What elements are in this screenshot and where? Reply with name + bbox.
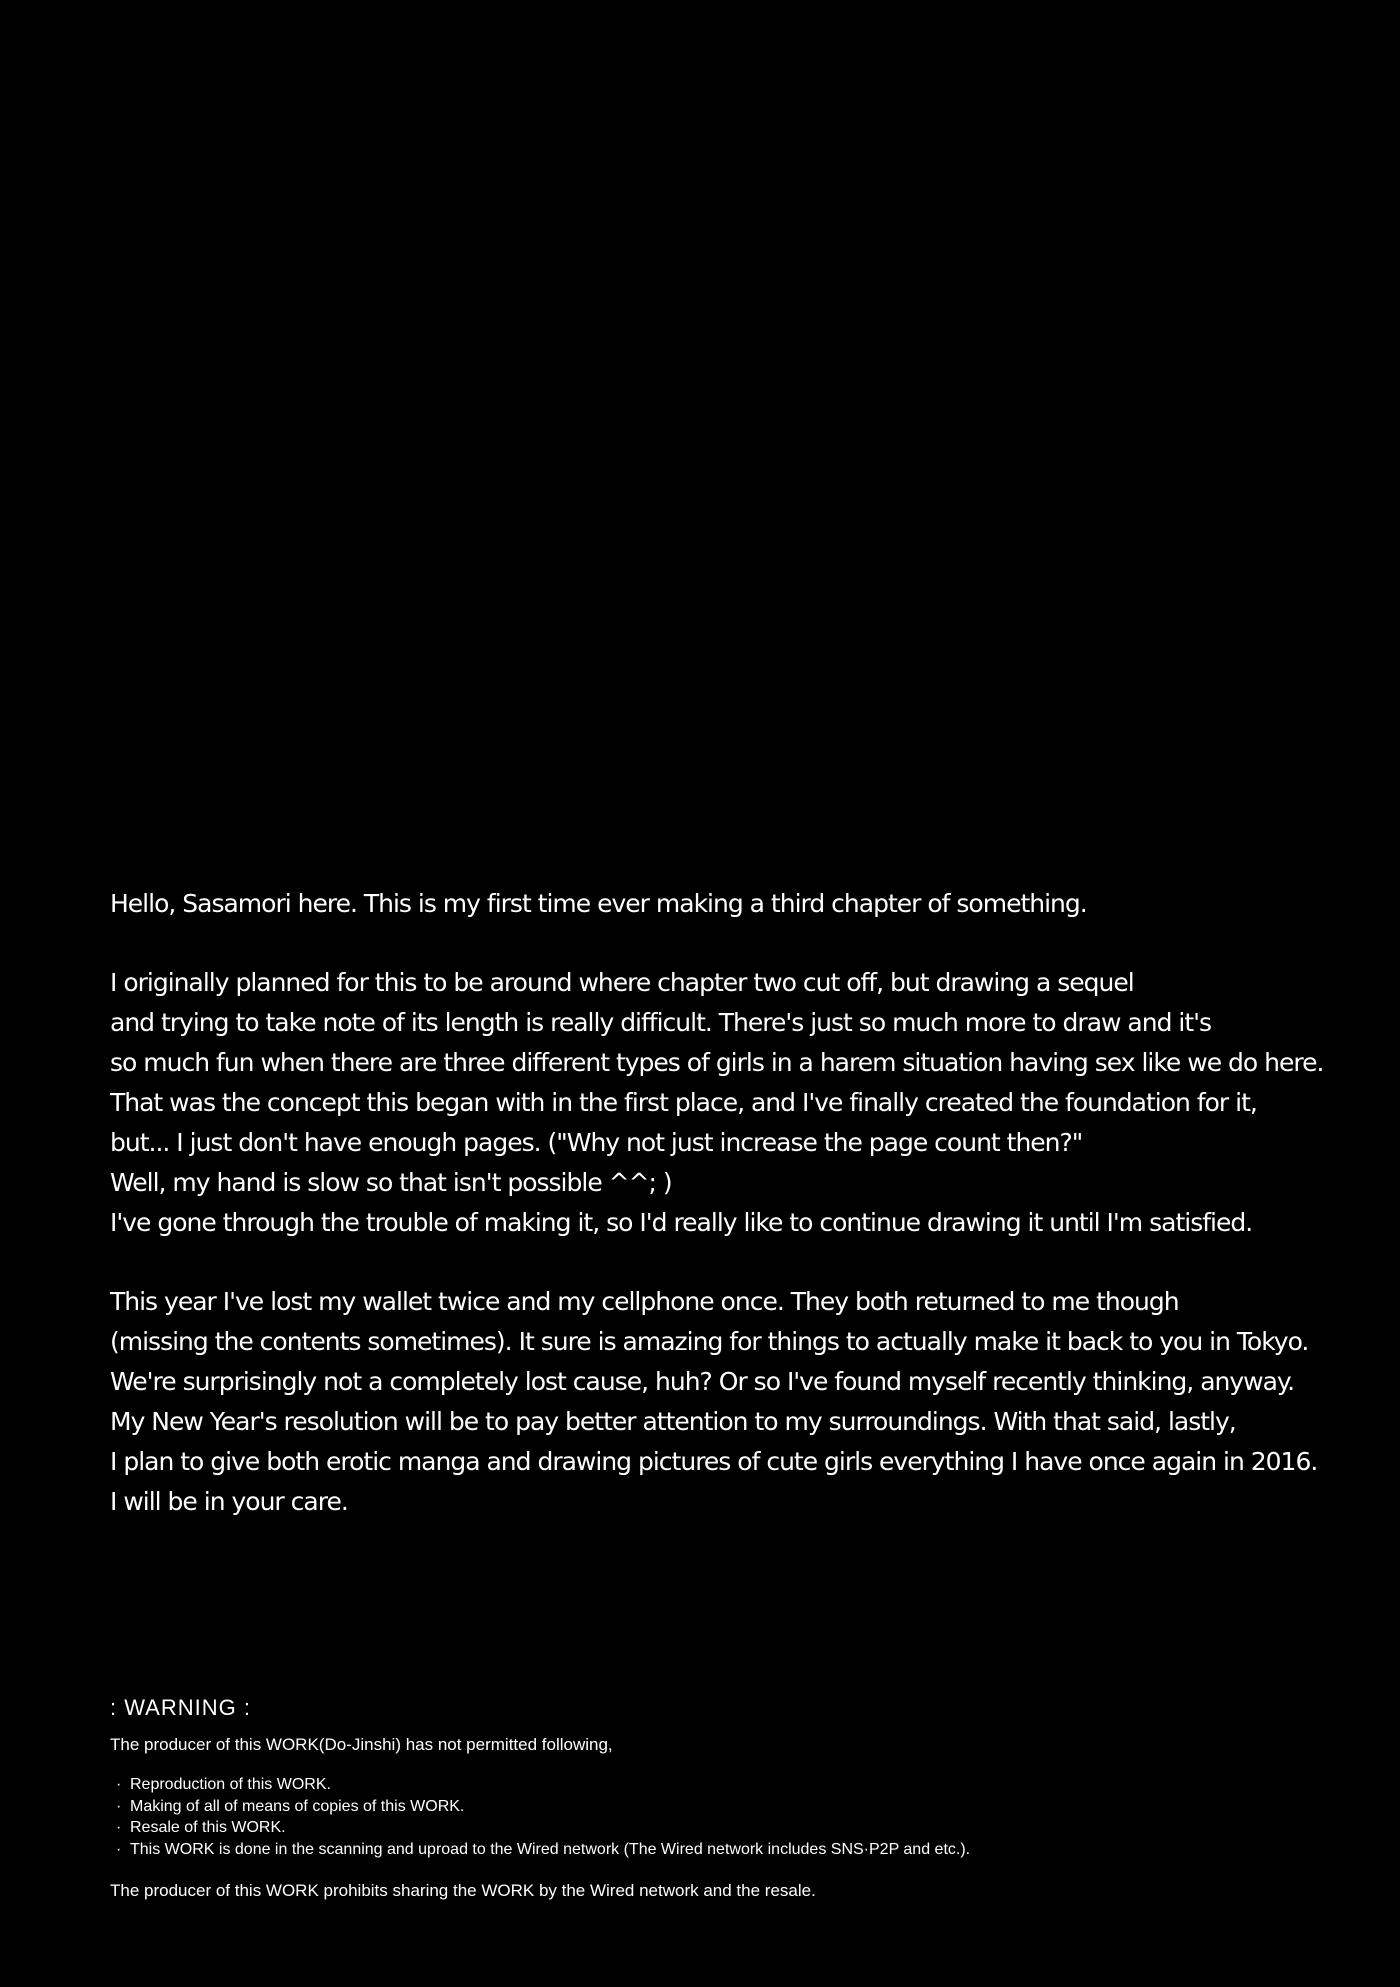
afterword-line: My New Year's resolution will be to pay better attention to my surroundings. With that said, lastly,: [110, 1407, 1236, 1436]
paragraph-spacer: [110, 1243, 1330, 1282]
afterword-line: I originally planned for this to be around where chapter two cut off, but drawing a sequel: [110, 968, 1134, 997]
bullet-icon: ·: [116, 1776, 122, 1793]
paragraph-spacer: [110, 924, 1330, 963]
warning-notice: [110, 1690, 1330, 1904]
afterword-line: and trying to take note of its length is really difficult. There's just so much more to draw and it's: [110, 1008, 1212, 1037]
list-item: [110, 1796, 1330, 1818]
warning-intro: The producer of this WORK(Do-Jinshi) has not permitted following,: [110, 1735, 613, 1754]
list-item: [110, 1839, 1330, 1861]
afterword-line: I plan to give both erotic manga and drawing pictures of cute girls everything I have once again in 2016.: [110, 1447, 1318, 1476]
afterword-line: but... I just don't have enough pages. ("Why not just increase the page count then?": [110, 1128, 1083, 1157]
warning-footer: The producer of this WORK prohibits sharing the WORK by the Wired network and the resale.: [110, 1881, 816, 1900]
list-item-text: Reproduction of this WORK.: [130, 1776, 331, 1793]
bullet-icon: ·: [116, 1797, 122, 1815]
warning-list: [110, 1774, 1330, 1860]
afterword-line: We're surprisingly not a completely lost cause, huh? Or so I've found myself recently thinking, anyway.: [110, 1367, 1295, 1396]
list-item-text: This WORK is done in the scanning and uproad to the Wired network (The Wired network includes SNS·P2P and etc.).: [130, 1840, 971, 1858]
afterword-line: I will be in your care.: [110, 1487, 348, 1516]
afterword-line: That was the concept this began with in the first place, and I've finally created the foundation for it,: [110, 1088, 1257, 1117]
bullet-icon: ·: [116, 1840, 122, 1858]
list-item-text: Making of all of means of copies of this WORK.: [130, 1797, 465, 1815]
bullet-icon: ·: [116, 1819, 122, 1836]
afterword-line: I've gone through the trouble of making it, so I'd really like to continue drawing it until I'm satisfied.: [110, 1208, 1253, 1237]
afterword-line: (missing the contents sometimes). It sure is amazing for things to actually make it back to you in Tokyo.: [110, 1327, 1309, 1356]
warning-title: : WARNING :: [110, 1695, 251, 1720]
list-item: [110, 1817, 1330, 1839]
afterword-line: Hello, Sasamori here. This is my first time ever making a third chapter of something.: [110, 889, 1087, 918]
afterword-line: Well, my hand is slow so that isn't possible ^^; ): [110, 1168, 672, 1197]
afterword-text: [110, 884, 1330, 1522]
list-item-text: Resale of this WORK.: [130, 1819, 286, 1836]
afterword-line: This year I've lost my wallet twice and my cellphone once. They both returned to me though: [110, 1287, 1179, 1316]
afterword-line: so much fun when there are three different types of girls in a harem situation having sex like we do here.: [110, 1048, 1324, 1077]
list-item: [110, 1774, 1330, 1796]
